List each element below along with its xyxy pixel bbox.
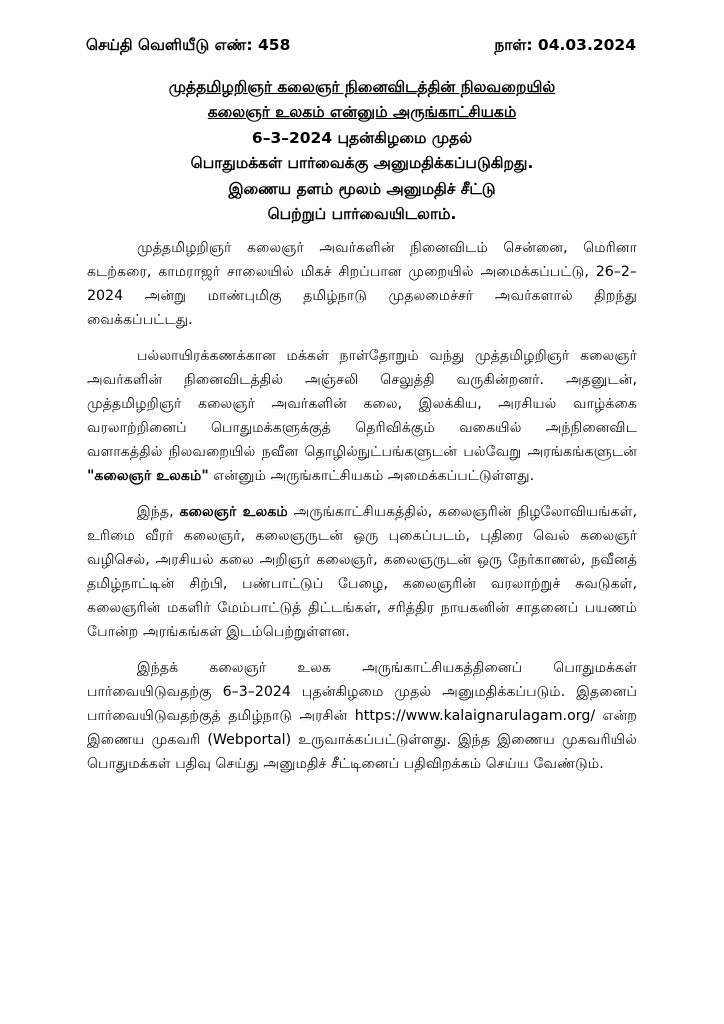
paragraph-2-text-start: பல்லாயிரக்கணக்கான மக்கள் நாள்தோறும் வந்து முத்தமிழறிஞர் கலைஞர் அவர்களின் நினைவிடத்தில் அஞ்சலி செலுத்தி வருகின்றனர். அதனுடன், முத்தமிழறிஞர் கலைஞர் அவர்களின் கலை, இலக்கிய, அரசியல் வாழ்க்கை வரலாற்றினைப் பொதுமக்களுக்குத் தெரிவிக்கும் வகையில் அந்நினைவிட வளாகத்தில் நிலவறையில் நவீன தொழில்நுட்பங்களுடன் பல்வேறு அரங்கங்களுடன் <box>87 348 637 460</box>
headline-line-1: முத்தமிழறிஞர் கலைஞர் நினைவிடத்தின் நிலவறையில் <box>168 78 556 96</box>
paragraph-3-text-start: இந்த, <box>137 504 180 520</box>
body-text <box>87 236 637 788</box>
headline-line-5: இணைய தளம் மூலம் அனுமதிச் சீட்டு <box>228 179 496 198</box>
headline-block <box>60 75 664 227</box>
museum-name-bold-2: கலைஞர் உலகம் <box>179 504 288 520</box>
headline-line-6: பெற்றுப் பார்வையிடலாம். <box>267 205 457 224</box>
paragraph-museum-description <box>87 344 637 488</box>
headline-line-2: கலைஞர் உலகம் என்னும் அருங்காட்சியகம் <box>207 103 517 122</box>
paragraph-memorial-opening: முத்தமிழறிஞர் கலைஞர் அவர்களின் நினைவிடம் சென்னை, மெரினா கடற்கரை, காமராஜர் சாலையில் மிகச் சிறப்பான முறையில் அமைக்கப்பட்டு, 26–2–2024 அன்று மாண்புமிகு தமிழ்நாடு முதலமைச்சர் அவர்களால் திறந்து வைக்கப்பட்டது. <box>87 240 637 328</box>
museum-name-bold: "கலைஞர் உலகம்" <box>87 468 209 484</box>
header-row <box>86 36 636 56</box>
paragraph-2-text-end: என்னும் அருங்காட்சியகம் அமைக்கப்பட்டுள்ளது. <box>208 468 535 484</box>
headline-line-3: 6–3–2024 புதன்கிழமை முதல் <box>251 128 473 147</box>
paragraph-exhibit-halls <box>87 500 637 644</box>
release-number: செய்தி வெளியீடு எண்: 458 <box>86 36 291 54</box>
paragraph-3-text-end: அருங்காட்சியகத்தில், கலைஞரின் நிழலோவியங்கள், உரிமை வீரர் கலைஞர், கலைஞருடன் ஒரு புகைப்படம், புதிரை வெல் கலைஞர் வழிசெல், அரசியல் கலை அறிஞர் கலைஞர், கலைஞருடன் ஒரு நேர்காணல், நவீனத் தமிழ்நாட்டின் சிற்பி, பண்பாட்டுப் பேழை, கலைஞரின் வரலாற்றுச் சுவடுகள், கலைஞரின் மகளிர் மேம்பாட்டுத் திட்டங்கள், சரித்திர நாயகனின் சாதனைப் பயணம் போன்ற அரங்கங்கள் இடம்பெற்றுள்ளன. <box>87 504 637 640</box>
headline-line-4: பொதுமக்கள் பார்வைக்கு அனுமதிக்கப்படுகிறது. <box>190 154 534 173</box>
release-date: நாள்: 04.03.2024 <box>494 36 636 54</box>
paragraph-public-access: இந்தக் கலைஞர் உலக அருங்காட்சியகத்தினைப் பொதுமக்கள் பார்வையிடுவதற்கு 6–3–2024 புதன்கிழமை முதல் அனுமதிக்கப்படும். இதனைப் பார்வையிடுவதற்குத் தமிழ்நாடு அரசின் https://www.kalaignarulagam.org/ என்ற இணைய முகவரி (Webportal) உருவாக்கப்பட்டுள்ளது. இந்த இணைய முகவரியில் பொதுமக்கள் பதிவு செய்து அனுமதிச் சீட்டினைப் பதிவிறக்கம் செய்ய வேண்டும். <box>87 660 637 772</box>
